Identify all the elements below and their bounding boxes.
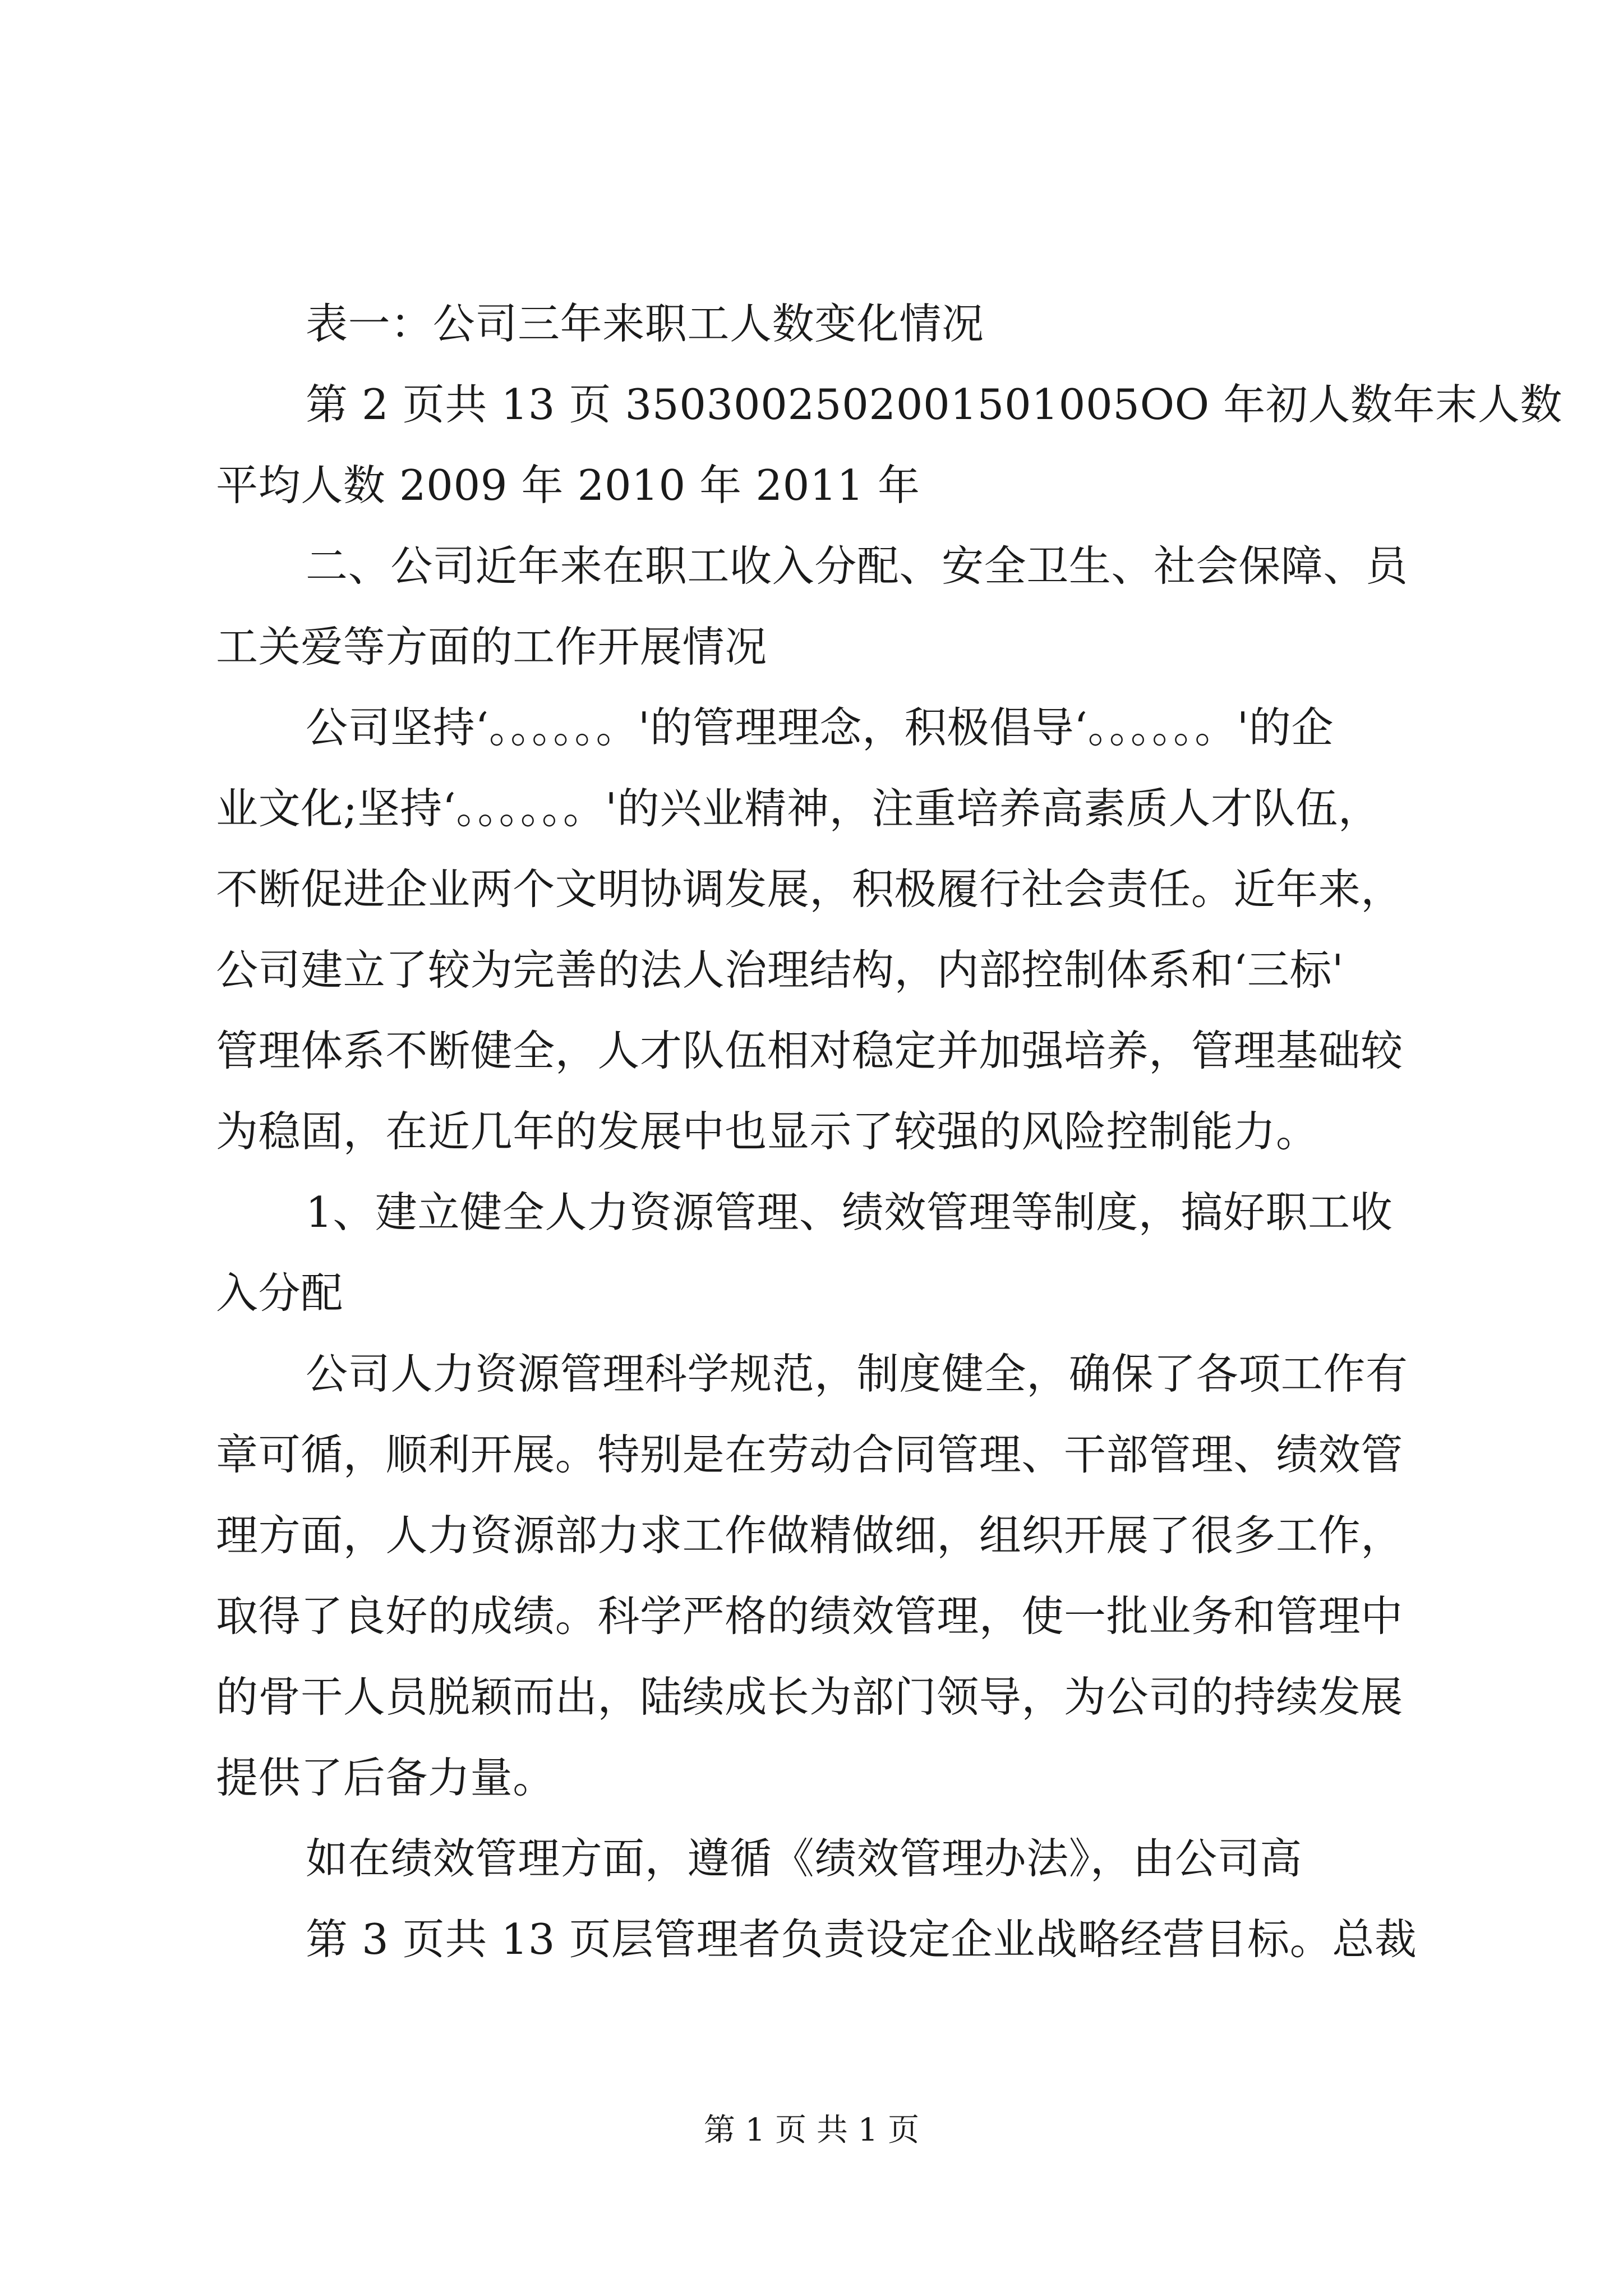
paragraph-line: 理方面，人力资源部力求工作做精做细，组织开展了很多工作，	[216, 1511, 1403, 1560]
paragraph-line: 取得了良好的成绩。科学严格的绩效管理，使一批业务和管理中	[216, 1591, 1403, 1641]
subsection-heading: 1、建立健全人力资源管理、绩效管理等制度，搞好职工收	[306, 1188, 1393, 1237]
document-body	[216, 299, 1562, 1999]
subsection-heading: 入分配	[216, 1268, 343, 1318]
paragraph-line: 提供了后备力量。	[216, 1753, 555, 1802]
paragraph-line: 平均人数 2009 年 2010 年 2011 年	[216, 461, 920, 510]
paragraph-line: 业文化;坚持‘。。。。。。'的兴业精神，注重培养高素质人才队伍，	[216, 784, 1381, 833]
paragraph-line: 第 2 页共 13 页 3503002502001501005OO 年初人数年末人数	[306, 380, 1562, 429]
paragraph-line: 公司人力资源管理科学规范，制度健全，确保了各项工作有	[306, 1349, 1408, 1398]
paragraph-line: 第 3 页共 13 页层管理者负责设定企业战略经营目标。总裁	[306, 1915, 1417, 1964]
page-footer: 第 1 页 共 1 页	[703, 2112, 920, 2148]
paragraph-line: 不断促进企业两个文明协调发展，积极履行社会责任。近年来，	[216, 864, 1403, 914]
section-heading: 二、公司近年来在职工收入分配、安全卫生、社会保障、员	[306, 541, 1408, 591]
paragraph-line: 如在绩效管理方面，遵循《绩效管理办法》，由公司高	[306, 1834, 1302, 1883]
paragraph-line: 公司坚持‘。。。。。。'的管理理念，积极倡导‘。。。。。。'的企	[306, 703, 1334, 752]
paragraph-line: 管理体系不断健全，人才队伍相对稳定并加强培养，管理基础较	[216, 1026, 1403, 1075]
paragraph-line: 公司建立了较为完善的法人治理结构，内部控制体系和‘三标'	[216, 945, 1344, 995]
section-heading: 工关爱等方面的工作开展情况	[216, 622, 767, 671]
paragraph-line: 为稳固，在近几年的发展中也显示了较强的风险控制能力。	[216, 1107, 1318, 1156]
table-caption: 表一：公司三年来职工人数变化情况	[306, 299, 984, 348]
paragraph-line: 章可循，顺利开展。特别是在劳动合同管理、干部管理、绩效管	[216, 1430, 1403, 1479]
paragraph-line: 的骨干人员脱颖而出，陆续成长为部门领导，为公司的持续发展	[216, 1672, 1403, 1722]
